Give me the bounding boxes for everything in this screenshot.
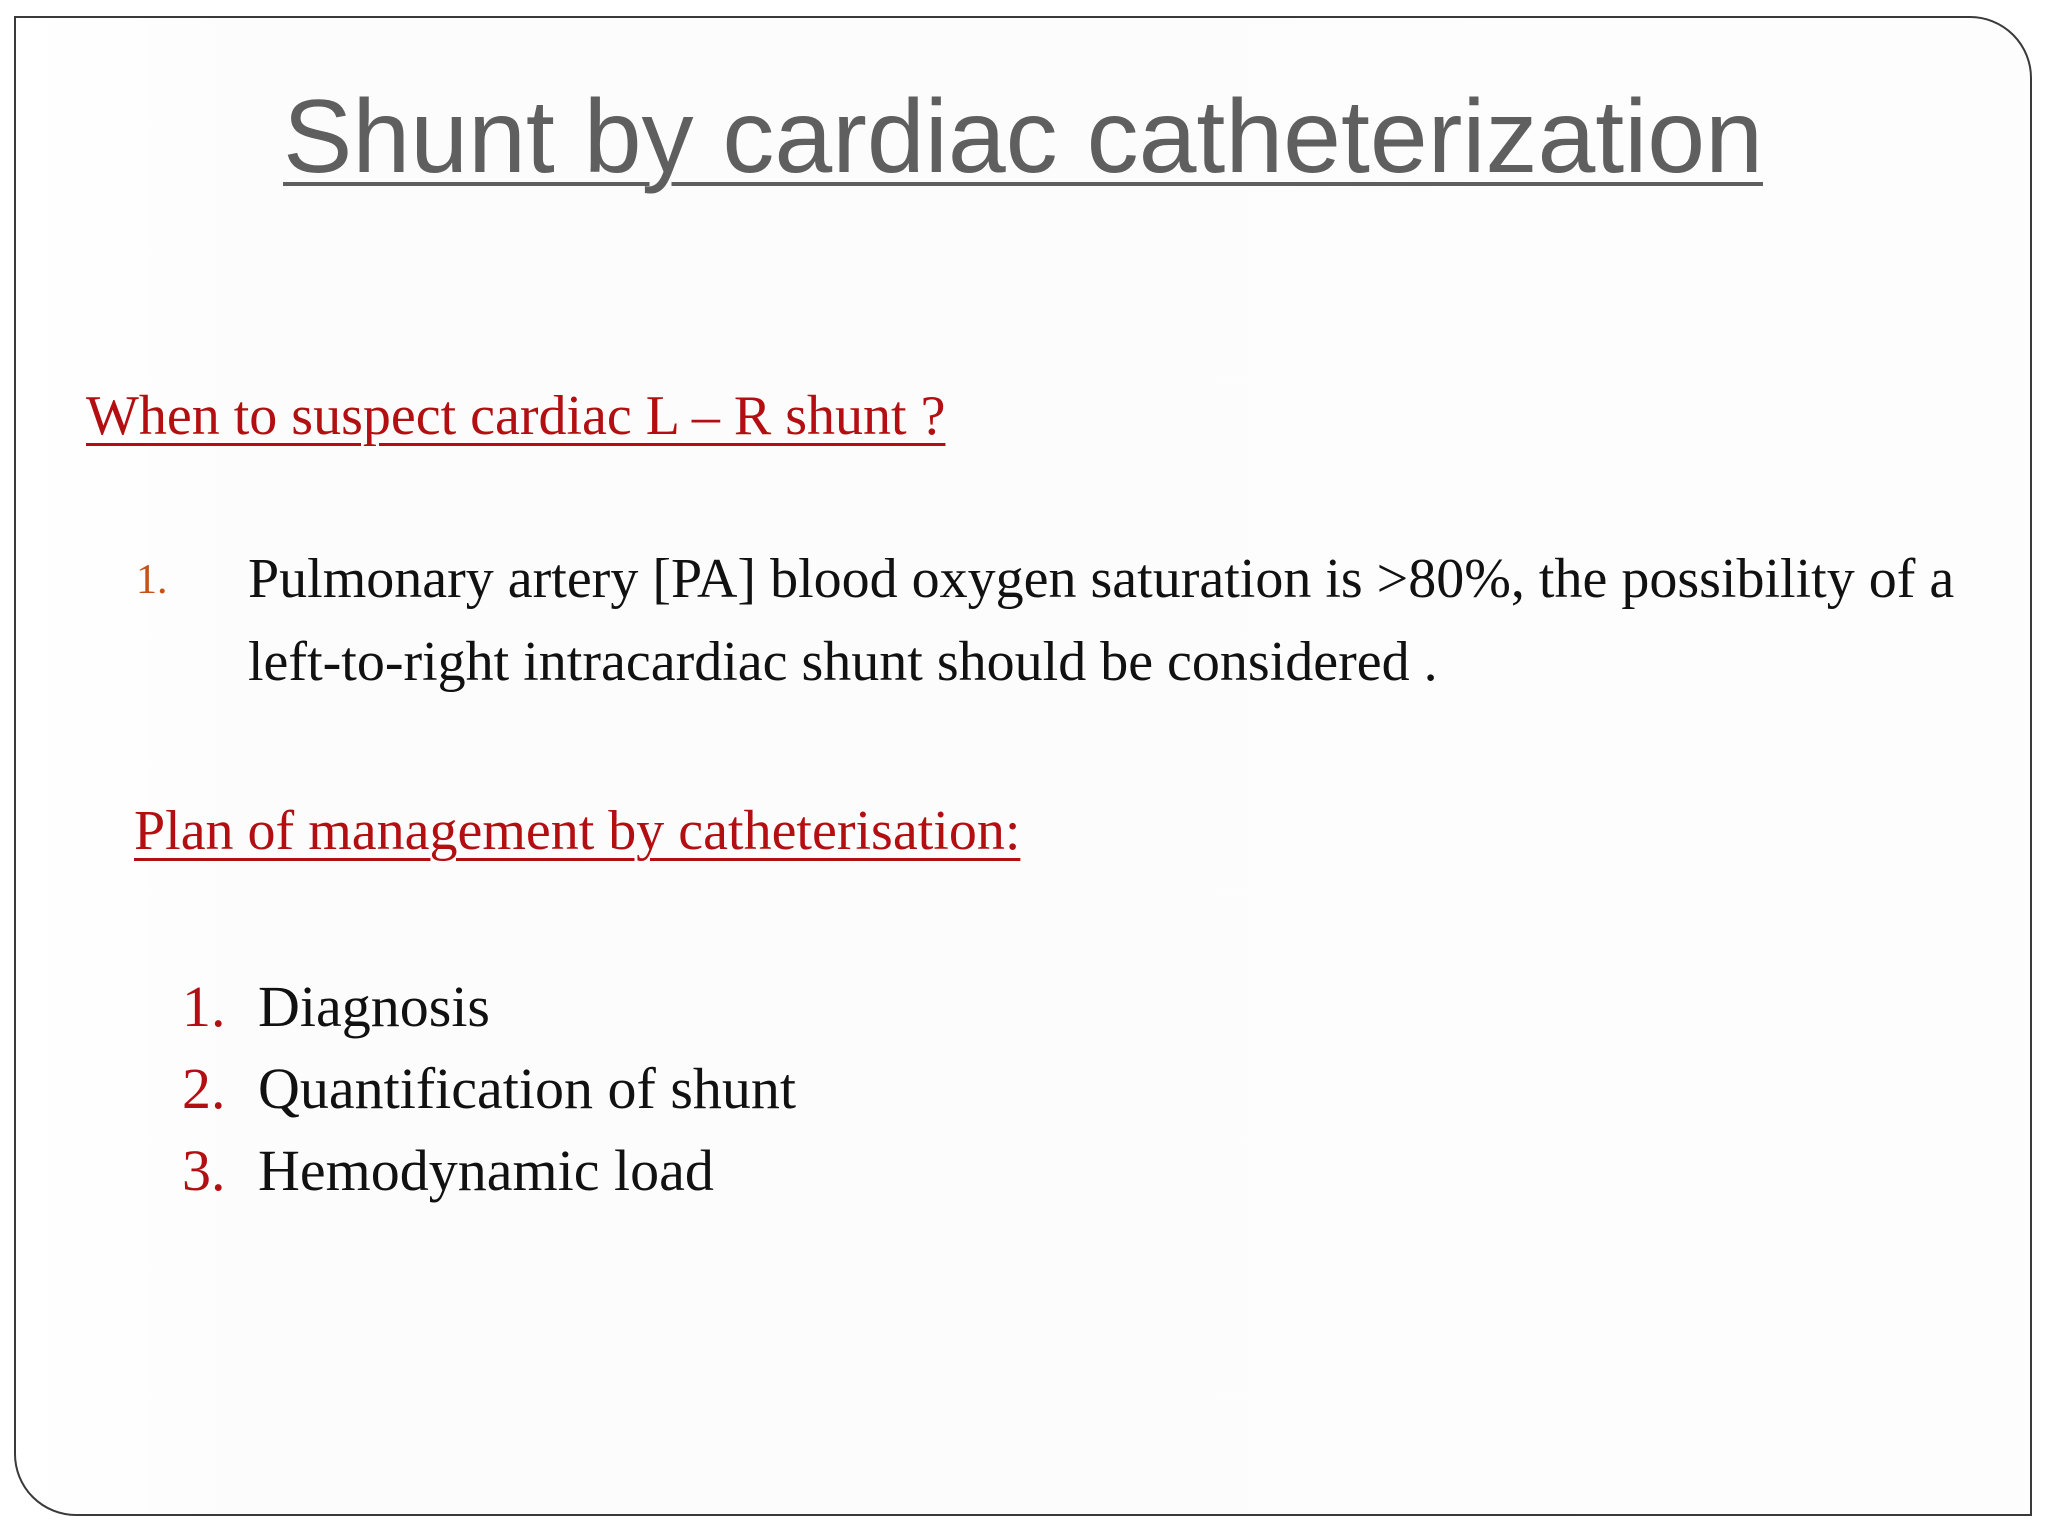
list-item-number: 2. <box>182 1056 226 1121</box>
list-item-label: Hemodynamic load <box>258 1138 714 1203</box>
list-item-label: Quantification of shunt <box>258 1056 797 1121</box>
slide-title <box>16 80 2030 194</box>
list-item <box>182 973 796 1055</box>
point-number: 1. <box>136 557 168 603</box>
plan-list <box>182 973 796 1219</box>
list-item-number: 3. <box>182 1138 226 1203</box>
list-item-number: 1. <box>182 974 226 1039</box>
list-item <box>182 1137 796 1219</box>
slide-frame <box>14 16 2032 1516</box>
list-item <box>182 1055 796 1137</box>
plan-heading: Plan of management by catheterisation: <box>134 800 1021 862</box>
slide-title-text: Shunt by cardiac catheterization <box>283 79 1763 195</box>
list-item-label: Diagnosis <box>258 974 490 1039</box>
point-text: Pulmonary artery [PA] blood oxygen saturation is >80%, the possibility of a left-to-right intracardiac shunt should be considered . <box>248 548 1955 693</box>
suspect-shunt-heading: When to suspect cardiac L – R shunt ? <box>86 385 946 447</box>
